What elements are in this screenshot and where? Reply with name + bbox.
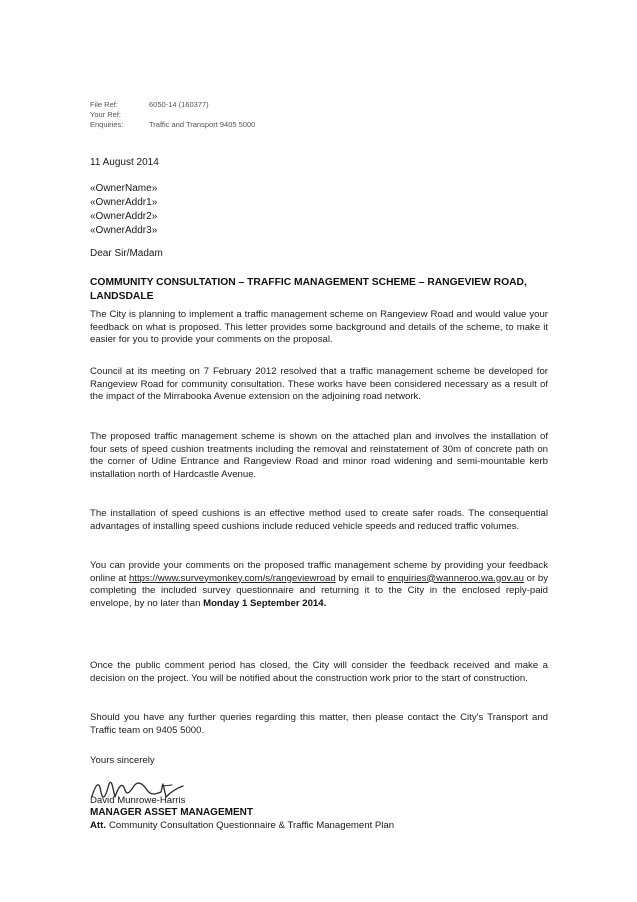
address-line-name: «OwnerName» xyxy=(90,183,158,194)
paragraph-intro: The City is planning to implement a traffic management scheme on Rangeview Road and would value your feedback on what is proposed. This letter provides some background and details of the scheme, to make it easier for you to provide your comments on the proposal. xyxy=(90,309,548,346)
survey-link[interactable]: https://www.surveymonkey.com/s/rangeviewroad xyxy=(128,572,336,584)
address-line-2: «OwnerAddr2» xyxy=(90,211,158,222)
your-ref-label: Your Ref: xyxy=(90,110,121,119)
enquiries-value: Traffic and Transport 9405 5000 xyxy=(149,120,256,129)
attachment-label: Att. xyxy=(90,820,106,831)
paragraph-proposal: The proposed traffic management scheme is shown on the attached plan and involves the installation of four sets of speed cushion treatments including the removal and reinstatement of 30m of concrete path on the corner of Udine Entrance and Rangeview Road and minor road widening and semi-mountable kerb installation north of Hardcastle Avenue. xyxy=(90,431,548,480)
attachment-text: Community Consultation Questionnaire & Traffic Management Plan xyxy=(108,820,395,831)
signatory-name: David Munrowe-Harris xyxy=(90,795,186,806)
closing-line: Yours sincerely xyxy=(90,755,155,766)
subject-heading: COMMUNITY CONSULTATION – TRAFFIC MANAGEMENT SCHEME – RANGEVIEW ROAD, LANDSDALE xyxy=(90,277,527,302)
file-ref-label: File Ref: xyxy=(90,100,118,109)
paragraph-contact: Should you have any further queries regarding this matter, then please contact the City's Transport and Traffic team on 9405 5000. xyxy=(90,712,548,736)
reference-block xyxy=(90,100,255,130)
salutation: Dear Sir/Madam xyxy=(90,248,163,259)
address-line-1: «OwnerAddr1» xyxy=(90,197,158,208)
feedback-text-c: or by completing the included survey questionnaire and returning it to the City in the enclosed reply-paid envelope, by no later than xyxy=(90,572,548,609)
file-ref-value: 6050-14 (160377) xyxy=(149,100,209,109)
paragraph-benefits: The installation of speed cushions is an effective method used to create safer roads. The consequential advantages of installing speed cushions include reduced vehicle speeds and reduced traffic volumes. xyxy=(90,508,548,532)
enquiries-label: Enquiries: xyxy=(90,120,124,129)
paragraph-background: Council at its meeting on 7 February 2012 resolved that a traffic management scheme be developed for Rangeview Road for community consultation. These works have been considered necessary as a result of the impact of the Mirrabooka Avenue extension on the adjoining road network. xyxy=(90,366,548,403)
feedback-text-b: by email to xyxy=(335,572,388,584)
recipient-address xyxy=(90,182,157,238)
paragraph-next-steps: Once the public comment period has closed, the City will consider the feedback received and make a decision on the project. You will be notified about the construction work prior to the start of construction. xyxy=(90,660,548,684)
paragraph-feedback xyxy=(90,560,548,610)
letter-date: 11 August 2014 xyxy=(90,157,159,168)
email-link[interactable]: enquiries@wanneroo.wa.gov.au xyxy=(387,572,524,584)
feedback-text-a: You can provide your comments on the proposed traffic management scheme by providing your feedback online at xyxy=(90,560,548,584)
address-line-3: «OwnerAddr3» xyxy=(90,225,158,236)
attachment-line xyxy=(90,820,394,831)
signatory-title: MANAGER ASSET MANAGEMENT xyxy=(90,807,253,818)
feedback-deadline: Monday 1 September 2014. xyxy=(203,597,327,609)
